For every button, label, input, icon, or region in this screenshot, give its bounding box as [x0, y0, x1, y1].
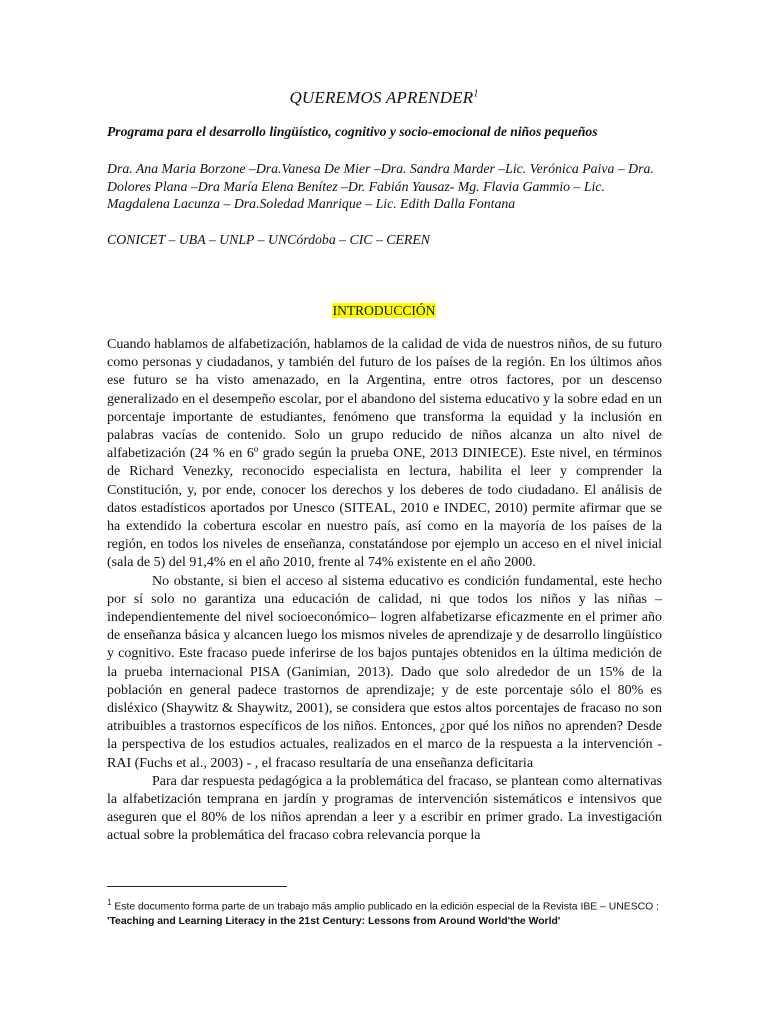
document-subtitle: Programa para el desarrollo lingüístico, cognitivo y socio-emocional de niños pequeños [107, 124, 598, 139]
footnote [107, 895, 667, 929]
title-text: QUEREMOS APRENDER [289, 88, 474, 107]
paragraph-2: No obstante, si bien el acceso al sistema educativo es condición fundamental, este hecho por sí solo no garantiza una educación de calidad, ni que todos los niños y las niñas – independientemente del nivel socioeconómico– logren alfabetizarse eficazmente en el primer año de enseñanza básica y alcancen luego los mismos niveles de aprendizaje y de desarrollo lingüístico y cognitivo. Este fracaso puede inferirse de los bajos puntajes obtenidos en la última medición de la prueba internacional PISA (Ganimian, 2013). Dado que solo alrededor de un 15% de la población en general padece trastornos de aprendizaje; y de este porcentaje sólo el 80% es disléxico (Shaywitz & Shaywitz, 2001), se considera que estos altos porcentajes de fracaso no son atribuibles a trastornos específicos de los niños. Entonces, ¿por qué los niños no aprenden? Desde la perspectiva de los estudios actuales, realizados en el marco de la respuesta a la intervención - RAI (Fuchs et al., 2003) - , el fracaso resultaría de una enseñanza deficitaria [107, 573, 662, 771]
section-heading [0, 303, 768, 319]
institution-list: CONICET – UBA – UNLP – UNCórdoba – CIC – CEREN [107, 232, 430, 247]
document-title [0, 88, 768, 108]
author-list: Dra. Ana Maria Borzone –Dra.Vanesa De Mier –Dra. Sandra Marder –Lic. Verónica Paiva – Dra. Dolores Plana –Dra María Elena Benítez –Dr. Fabián Yausaz- Mg. Flavia Gammio – Lic. Magdalena Lacunza – Dra.Soledad Manrique – Lic. Edith Dalla Fontana [107, 161, 654, 211]
footnote-bold-title: 'Teaching and Learning Literacy in the 21st Century: Lessons from Around World'the World' [107, 916, 561, 928]
body-text [107, 336, 662, 846]
highlighted-heading-text: INTRODUCCIÓN [332, 303, 436, 318]
title-footnote-marker[interactable]: 1 [473, 88, 479, 100]
paragraph-1: Cuando hablamos de alfabetización, hablamos de la calidad de vida de nuestros niños, de su futuro como personas y ciudadanos, y también del futuro de los países de la región. En los últimos años ese futuro se ha visto amenazado, en la Argentina, entre otros factores, por un descenso generalizado en el desempeño escolar, por el abandono del sistema educativo y la sobre edad en un porcentaje importante de estudiantes, fenómeno que transforma la equidad y la inclusión en palabras vacías de contenido. Solo un grupo reducido de niños alcanza un alto nivel de alfabetización (24 % en 6º grado según la prueba ONE, 2013 DINIECE). Este nivel, en términos de Richard Venezky, reconocido especialista en lectura, habilita el leer y comprender la Constitución, y, por ende, conocer los derechos y los deberes de todo ciudadano. El análisis de datos estadísticos aportados por Unesco (SITEAL, 2010 e INDEC, 2010) permite afirmar que se ha extendido la cobertura escolar en nuestro país, así como en la mayoría de los países de la región, en todos los niveles de enseñanza, constatándose por ejemplo un acceso en el nivel inicial (sala de 5) del 91,4% en el año 2010, frente al 74% existente en el año 2000. [107, 337, 662, 571]
footnote-marker: 1 [107, 898, 112, 907]
paragraph-3: Para dar respuesta pedagógica a la problemática del fracaso, se plantean como alternativas la alfabetización temprana en jardín y programas de intervención sistemáticos e intensivos que aseguren que el 80% de los niños aprendan a leer y a escribir en primer grado. La investigación actual sobre la problemática del fracaso cobra relevancia porque la [107, 773, 662, 844]
footnote-text: Este documento forma parte de un trabajo más amplio publicado en la edición especial de la Revista IBE – UNESCO : [111, 901, 659, 913]
footnote-divider [107, 886, 287, 887]
